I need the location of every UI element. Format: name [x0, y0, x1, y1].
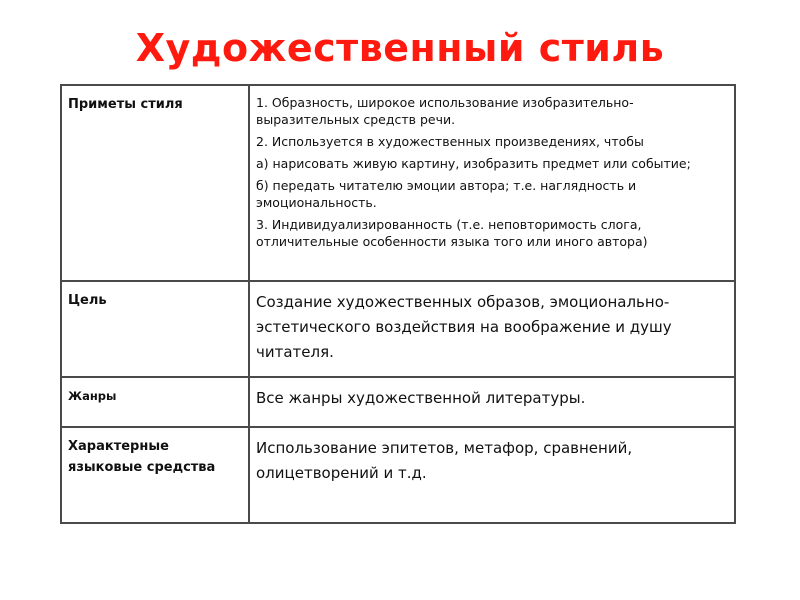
- slide-title: Художественный стиль: [135, 26, 665, 70]
- feature-item-2a: а) нарисовать живую картину, изобразить предмет или событие;: [256, 156, 691, 171]
- table-row: [61, 377, 735, 427]
- table-row: [61, 85, 735, 281]
- feature-item-2b: б) передать читателю эмоции автора; т.е. наглядность и эмоциональность.: [256, 178, 637, 210]
- row-value-goal: Создание художественных образов, эмоционально-эстетического воздействия на воображение и душу читателя.: [249, 281, 735, 377]
- feature-item-2: 2. Используется в художественных произведениях, чтобы: [256, 134, 644, 149]
- row-label-features: Приметы стиля: [61, 85, 249, 281]
- table-row: [61, 281, 735, 377]
- row-label-language-means: Характерные языковые средства: [61, 427, 249, 523]
- table-row: [61, 427, 735, 523]
- feature-item-1: 1. Образность, широкое использование изобразительно-выразительных средств речи.: [256, 95, 634, 127]
- row-label-goal: Цель: [61, 281, 249, 377]
- style-table: [60, 84, 736, 524]
- row-value-features: [249, 85, 735, 281]
- row-label-genres: Жанры: [61, 377, 249, 427]
- row-value-genres: Все жанры художественной литературы.: [249, 377, 735, 427]
- feature-item-3: 3. Индивидуализированность (т.е. неповторимость слога, отличительные особенности языка того или иного автора): [256, 217, 648, 249]
- row-value-language-means: Использование эпитетов, метафор, сравнений, олицетворений и т.д.: [249, 427, 735, 523]
